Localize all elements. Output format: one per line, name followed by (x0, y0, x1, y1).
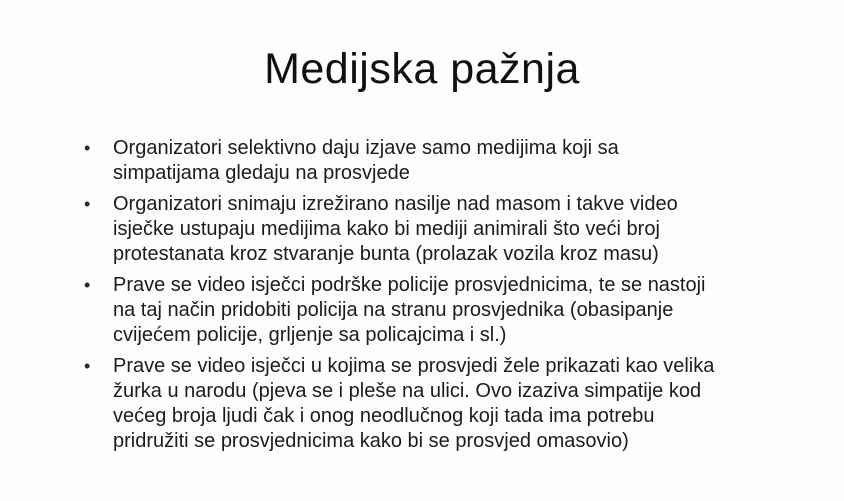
bullet-list (84, 136, 784, 460)
bullet-dot-icon: • (84, 356, 91, 376)
bullet-text-line: većeg broja ljudi čak i onog neodlučnog koji tada ima potrebu (113, 405, 655, 427)
bullet-text-line: cvijećem policije, grljenje sa policajcima i sl.) (113, 324, 507, 346)
bullet-text-line: žurka u narodu (pjeva se i pleše na ulici. Ovo izaziva simpatije kod (113, 380, 702, 402)
bullet-item-3 (84, 273, 784, 348)
bullet-item-2 (84, 192, 784, 267)
slide-title: Medijska pažnja (264, 45, 580, 93)
bullet-dot-icon: • (84, 138, 91, 158)
bullet-dot-icon: • (84, 194, 91, 214)
bullet-text-line: pridružiti se prosvjednicima kako bi se prosvjed omasovio) (113, 430, 629, 452)
bullet-text-line: Organizatori snimaju izrežirano nasilje nad masom i takve video (113, 193, 678, 215)
bullet-text-line: protestanata kroz stvaranje bunta (prolazak vozila kroz masu) (113, 243, 659, 265)
bullet-text-line: Prave se video isječci u kojima se prosvjedi žele prikazati kao velika (113, 355, 715, 377)
bullet-item-4 (84, 354, 784, 454)
bullet-text-line: isječke ustupaju medijima kako bi mediji animirali što veći broj (113, 218, 660, 240)
bullet-item-1 (84, 136, 784, 186)
bullet-text-line: Prave se video isječci podrške policije prosvjednicima, te se nastoji (113, 274, 706, 296)
bullet-text-line: Organizatori selektivno daju izjave samo medijima koji sa (113, 137, 619, 159)
bullet-dot-icon: • (84, 275, 91, 295)
bullet-text-line: na taj način pridobiti policija na stranu prosvjednika (obasipanje (113, 299, 674, 321)
bullet-text-line: simpatijama gledaju na prosvjede (113, 162, 410, 184)
